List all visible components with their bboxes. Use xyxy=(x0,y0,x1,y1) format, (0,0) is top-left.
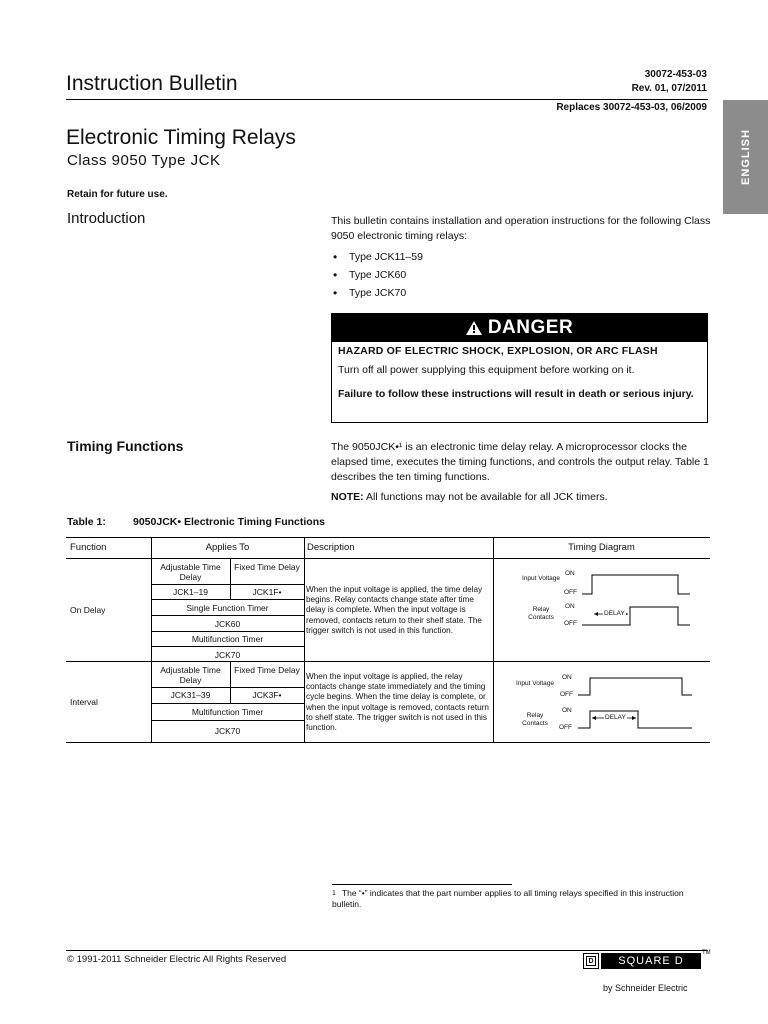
danger-label: DANGER xyxy=(487,317,574,338)
footnote-rule xyxy=(332,884,512,885)
language-label: ENGLISH xyxy=(739,129,752,185)
relay-type-list xyxy=(333,251,423,305)
on-label: ON xyxy=(562,674,572,681)
header-description: Description xyxy=(307,542,355,553)
footnote-mark: 1 xyxy=(332,890,336,897)
interval-waveform xyxy=(576,674,696,734)
off-label: OFF xyxy=(564,620,577,627)
delay-label: DELAY xyxy=(604,610,625,617)
danger-instruction: Turn off all power supplying this equipment before working on it. xyxy=(338,364,635,376)
list-item: • Type JCK60 xyxy=(333,269,423,287)
header-applies-to: Applies To xyxy=(205,542,250,553)
bulletin-title: Instruction Bulletin xyxy=(66,72,238,95)
timing-functions-heading: Timing Functions xyxy=(67,438,184,454)
fixed-part: JCK3F• xyxy=(252,690,282,700)
off-label: OFF xyxy=(559,724,572,731)
header-timing-diagram: Timing Diagram xyxy=(568,542,635,553)
off-label: OFF xyxy=(564,589,577,596)
logo-d-letter: D xyxy=(586,956,596,966)
square-d-icon xyxy=(583,953,599,969)
trademark-mark: TM xyxy=(702,950,711,956)
footnote-text: The “•” indicates that the part number applies to all timing relays specified in this instruction bulletin. xyxy=(332,888,684,909)
table-label: Table 1: xyxy=(67,516,106,528)
note-label: NOTE: xyxy=(331,491,364,503)
introduction-heading: Introduction xyxy=(67,210,146,227)
single-function-part: JCK60 xyxy=(214,619,241,629)
off-label: OFF xyxy=(560,691,573,698)
timing-functions-text: The 9050JCK•¹ is an electronic time delay relay. A microprocessor clocks the elapsed time, executes the timing functions, and controls the output relay. Table 1 describes the ten timing functions. xyxy=(331,441,709,483)
note xyxy=(331,490,711,505)
fixed-part: JCK1F• xyxy=(252,587,282,597)
danger-consequence: Failure to follow these instructions will result in death or serious injury. xyxy=(338,388,694,400)
adjustable-part: JCK31–39 xyxy=(170,690,211,700)
delay-label: DELAY xyxy=(605,714,626,721)
multifunction-label: Multifunction Timer xyxy=(191,707,264,717)
table-title: 9050JCK• Electronic Timing Functions xyxy=(133,516,325,528)
square-d-logo xyxy=(583,953,701,969)
retain-note: Retain for future use. xyxy=(67,189,168,200)
fixed-label: Fixed Time Delay xyxy=(234,665,300,675)
on-label: ON xyxy=(565,603,575,610)
adjustable-label: Adjustable Time Delay xyxy=(160,665,221,685)
input-voltage-label: Input Voltage xyxy=(516,680,554,687)
on-delay-waveform xyxy=(580,570,695,630)
multifunction-part: JCK70 xyxy=(214,726,241,736)
introduction-text: This bulletin contains installation and operation instructions for the following Class 9050 electronic timing relays: xyxy=(331,215,711,242)
adjustable-label: Adjustable Time Delay xyxy=(160,562,221,582)
function-interval: Interval xyxy=(70,697,98,707)
on-label: ON xyxy=(565,570,575,577)
logo-text: SQUARE D xyxy=(601,953,701,969)
by-schneider-electric: by Schneider Electric xyxy=(603,983,688,993)
interval-description: When the input voltage is applied, the relay contacts change state immediately and the timing cycle begins. When the time delay is complete, or when the input voltage is removed, contacts return to shelf state. The trigger switch is not used in this function. xyxy=(306,672,489,733)
danger-header xyxy=(332,314,707,342)
revision: Rev. 01, 07/2011 xyxy=(631,83,707,94)
input-voltage-label: Input Voltage xyxy=(522,575,560,582)
fixed-label: Fixed Time Delay xyxy=(234,562,300,572)
warning-triangle-icon xyxy=(466,321,482,335)
multifunction-part: JCK70 xyxy=(214,650,241,660)
document-number: 30072-453-03 xyxy=(644,69,707,80)
on-delay-description: When the input voltage is applied, the time delay begins. Relay contacts change state after time delay is complete. When the input voltage is removed, contacts return to their shelf state. The trigger switch is not used in this function. xyxy=(306,585,483,635)
note-text: All functions may not be available for all JCK timers. xyxy=(363,491,608,503)
footnote xyxy=(332,888,704,910)
language-tab xyxy=(723,100,768,214)
list-item: • Type JCK11–59 xyxy=(333,251,423,269)
page-title: Electronic Timing Relays xyxy=(66,126,296,149)
danger-safety-box xyxy=(331,313,708,423)
danger-hazard: HAZARD OF ELECTRIC SHOCK, EXPLOSION, OR ARC FLASH xyxy=(338,345,658,357)
single-function-label: Single Function Timer xyxy=(186,603,269,613)
relay-contacts-label: Relay Contacts xyxy=(522,712,548,727)
footer-rule xyxy=(66,950,708,951)
relay-contacts-label: Relay Contacts xyxy=(528,606,554,621)
header-rule xyxy=(66,99,708,100)
function-on-delay: On Delay xyxy=(70,605,106,615)
multifunction-label: Multifunction Timer xyxy=(191,634,264,644)
adjustable-part: JCK1–19 xyxy=(173,587,208,597)
page-subtitle: Class 9050 Type JCK xyxy=(67,152,221,169)
document-number-block xyxy=(632,68,707,96)
copyright: © 1991-2011 Schneider Electric All Rights Reserved xyxy=(67,954,287,965)
replaces-note: Replaces 30072-453-03, 06/2009 xyxy=(556,102,707,113)
on-label: ON xyxy=(562,707,572,714)
header-function: Function xyxy=(70,542,107,553)
list-item: • Type JCK70 xyxy=(333,287,423,305)
